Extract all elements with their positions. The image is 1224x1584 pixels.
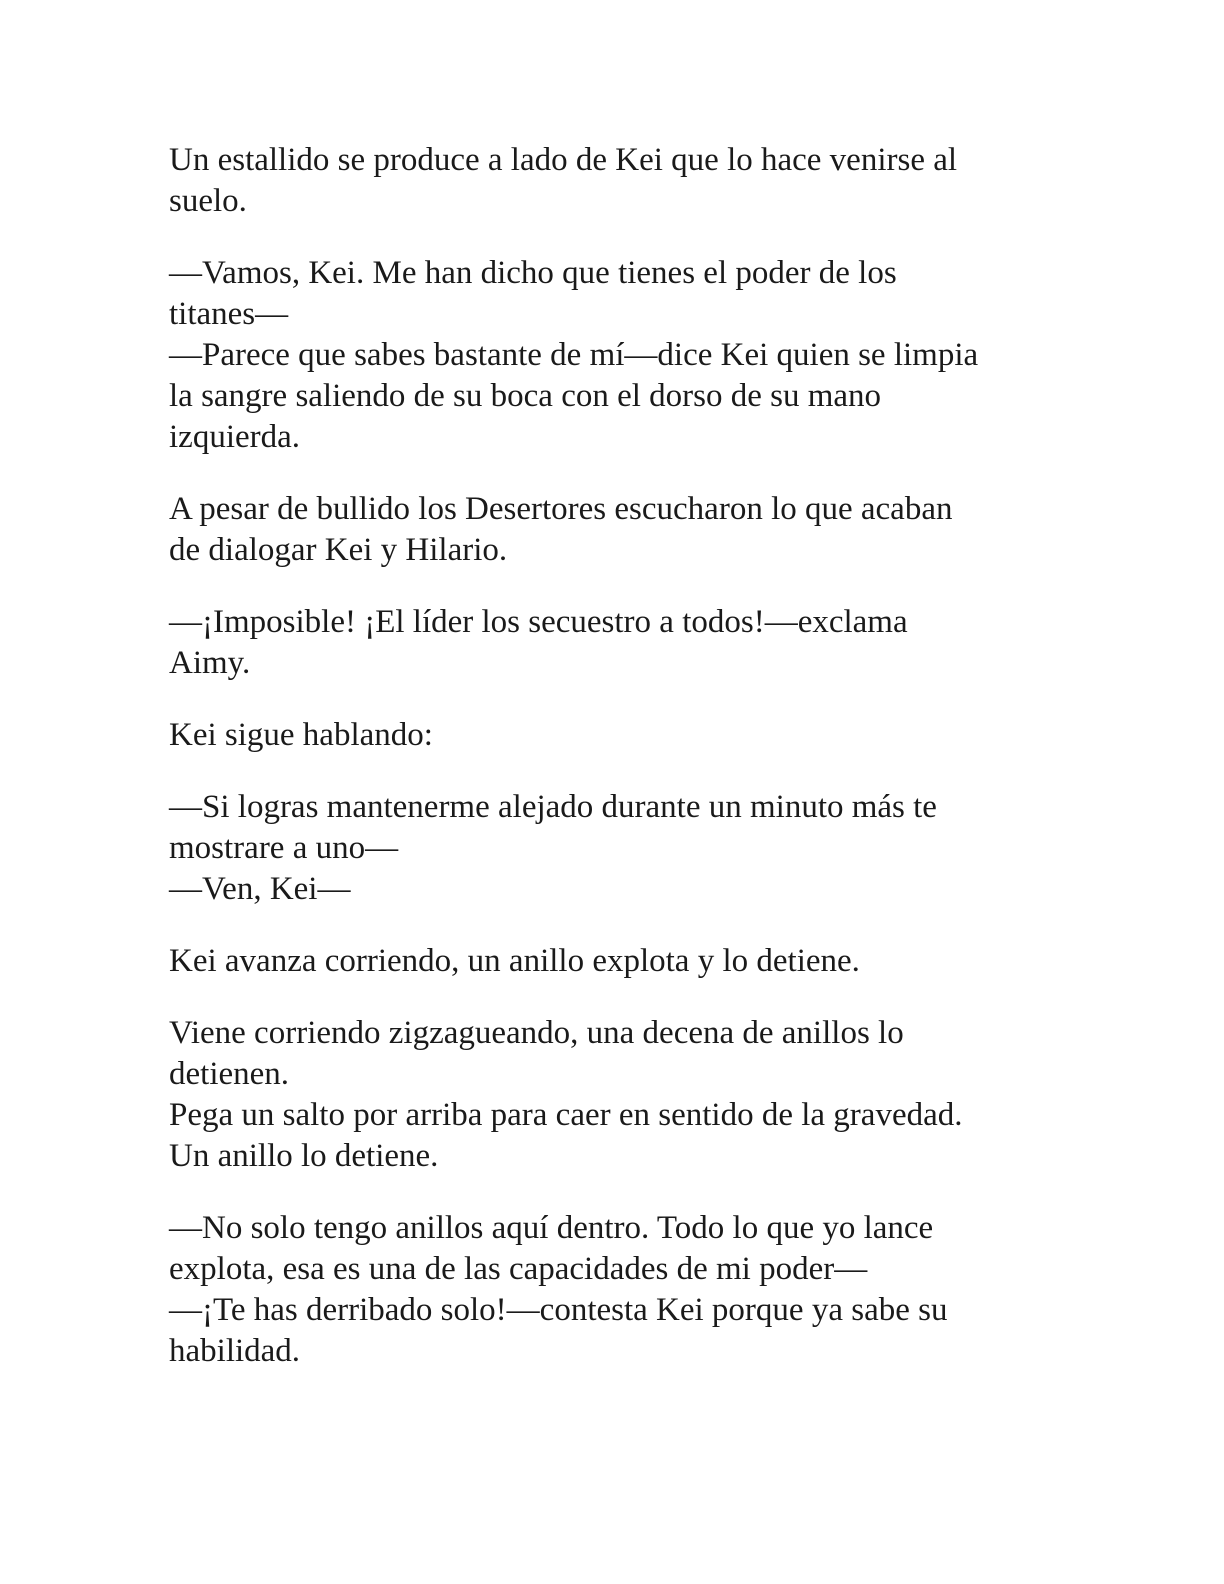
text-line: Pega un salto por arriba para caer en sentido de la gravedad. (169, 1097, 963, 1133)
text-line: titanes— (169, 296, 289, 332)
text-line: A pesar de bullido los Desertores escucharon lo que acaban (169, 491, 953, 527)
text-line: Un anillo lo detiene. (169, 1138, 439, 1174)
text-line: Viene corriendo zigzagueando, una decena de anillos lo (169, 1015, 904, 1051)
text-line: —Parece que sabes bastante de mí—dice Kei quien se limpia (169, 337, 979, 373)
paragraph (169, 602, 1059, 684)
paragraph (169, 941, 1059, 982)
paragraph (169, 489, 1059, 571)
paragraph (169, 1208, 1059, 1372)
paragraph (169, 140, 1059, 222)
text-line: Aimy. (169, 645, 251, 681)
paragraph (169, 1013, 1059, 1177)
text-line: —No solo tengo anillos aquí dentro. Todo lo que yo lance (169, 1210, 934, 1246)
paragraph (169, 787, 1059, 910)
text-line: izquierda. (169, 419, 301, 455)
text-line: habilidad. (169, 1333, 301, 1369)
text-line: —Ven, Kei— (169, 871, 351, 907)
paragraph (169, 253, 1059, 458)
text-line: de dialogar Kei y Hilario. (169, 532, 508, 568)
text-line: explota, esa es una de las capacidades de mi poder— (169, 1251, 868, 1287)
text-line: Kei avanza corriendo, un anillo explota y lo detiene. (169, 943, 860, 979)
text-line: suelo. (169, 183, 247, 219)
text-line: —¡Te has derribado solo!—contesta Kei porque ya sabe su (169, 1292, 948, 1328)
body-text (169, 140, 1059, 1403)
text-line: la sangre saliendo de su boca con el dorso de su mano (169, 378, 882, 414)
text-line: Un estallido se produce a lado de Kei que lo hace venirse al (169, 142, 958, 178)
text-line: mostrare a uno— (169, 830, 399, 866)
text-line: Kei sigue hablando: (169, 717, 433, 753)
paragraph (169, 715, 1059, 756)
text-line: —Si logras mantenerme alejado durante un minuto más te (169, 789, 937, 825)
text-line: —Vamos, Kei. Me han dicho que tienes el poder de los (169, 255, 897, 291)
text-line: detienen. (169, 1056, 290, 1092)
text-line: —¡Imposible! ¡El líder los secuestro a todos!—exclama (169, 604, 908, 640)
